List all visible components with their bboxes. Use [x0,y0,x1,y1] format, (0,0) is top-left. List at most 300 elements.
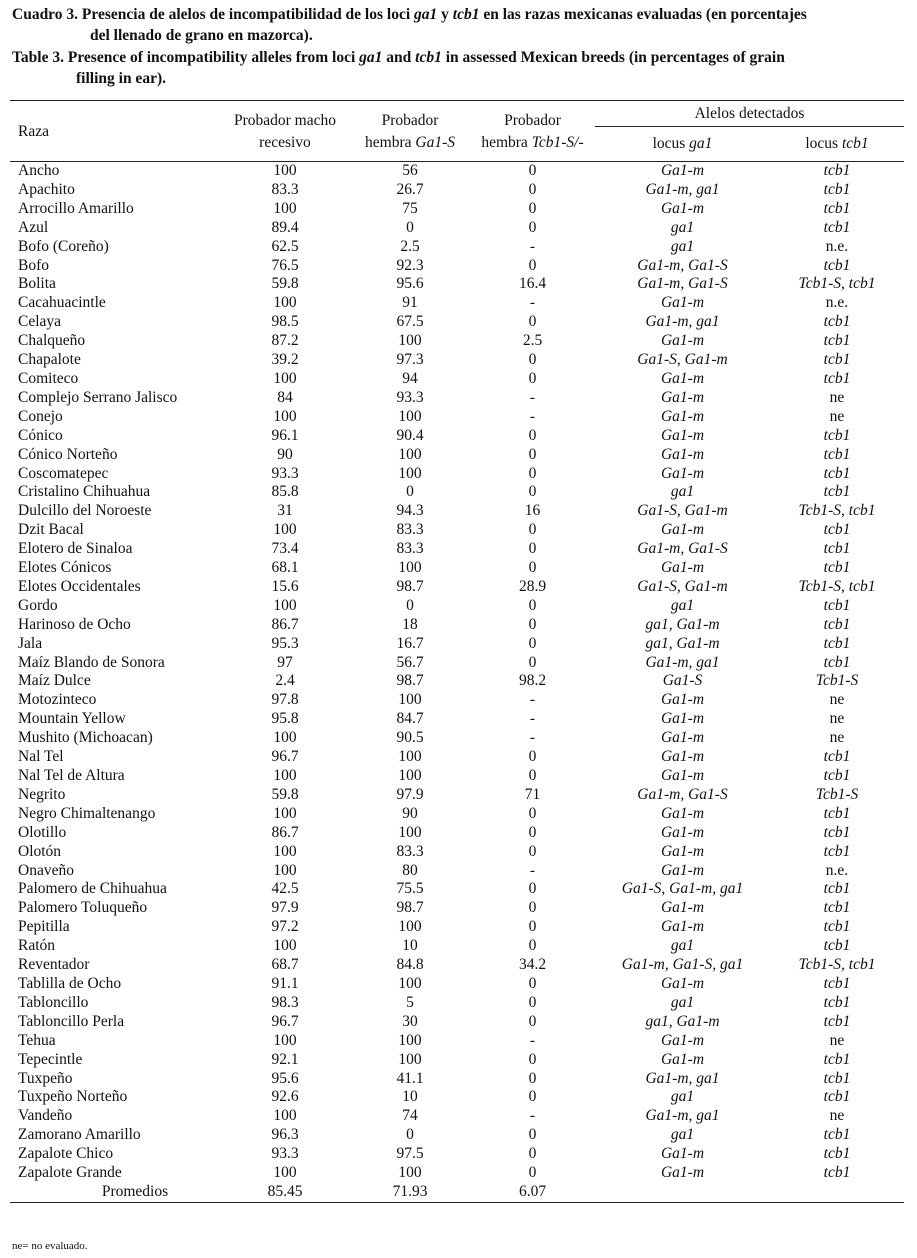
cell-hembra-tcb1: 0 [528,1050,537,1068]
cell-locus-tcb1: tcb1 [823,332,851,350]
cell-locus-ga1: Ga1-m [660,899,705,917]
cell-hembra-ga1: 90 [402,804,418,822]
cell-macho: 96.3 [271,1126,299,1144]
cell-hembra-tcb1: 0 [528,559,537,577]
cell-raza: Tablilla de Ocho [18,974,122,992]
table-row [10,956,904,975]
cell-locus-tcb1: tcb1 [823,559,851,577]
cell-locus-ga1: Ga1-m [660,426,705,444]
cell-locus-tcb1: tcb1 [823,540,851,558]
cell-hembra-ga1: 100 [398,974,422,992]
cell-locus-tcb1: Tcb1-S, tcb1 [798,275,876,293]
cell-hembra-ga1: 67.5 [396,313,424,331]
cell-locus-tcb1: tcb1 [823,426,851,444]
table-row [10,257,904,276]
cell-hembra-ga1: 100 [398,407,422,425]
cell-raza: Bolita [18,275,56,293]
cell-locus-tcb1: tcb1 [823,596,851,614]
cell-hembra-ga1: 95.6 [396,275,424,293]
table-row [10,351,904,370]
cell-raza: Jala [18,634,43,652]
cell-locus-ga1: Ga1-m [660,294,705,312]
table-row [10,654,904,673]
cell-hembra-ga1: 97.5 [396,1145,424,1163]
cell-locus-tcb1: Tcb1-S, tcb1 [798,502,876,520]
cell-hembra-tcb1: 0 [528,634,537,652]
header-raza: Raza [10,101,220,162]
cell-hembra-ga1: 10 [402,1088,418,1106]
cell-raza: Mountain Yellow [18,710,126,728]
cell-raza: Chapalote [18,351,81,369]
cell-hembra-ga1: 56.7 [396,653,424,671]
table-row [10,635,904,654]
cell-hembra-tcb1: 16.4 [518,275,547,293]
cell-raza: Tuxpeño [18,1069,73,1087]
cell-locus-tcb1: tcb1 [823,1145,851,1163]
table-row [10,1070,904,1089]
cell-locus-tcb1: tcb1 [823,464,851,482]
cell-macho: 93.3 [271,464,299,482]
cell-macho: 96.1 [271,426,299,444]
cell-hembra-ga1: 0 [406,596,414,614]
cell-locus-ga1: Ga1-m [660,823,705,841]
cell-locus-ga1: Ga1-m [660,332,705,350]
cell-locus-tcb1: tcb1 [823,1012,851,1030]
cell-hembra-tcb1: 34.2 [518,956,547,974]
table-row [10,219,904,238]
cell-raza: Complejo Serrano Jalisco [18,388,178,406]
cell-hembra-tcb1: 0 [528,937,537,955]
promedio-hembra-tcb1: 6.07 [470,1183,595,1202]
table-row [10,672,904,691]
empty-cell [770,1183,904,1202]
cell-macho: 39.2 [271,351,299,369]
cell-hembra-ga1: 84.7 [396,710,424,728]
cell-macho: 95.6 [271,1069,299,1087]
cell-macho: 89.4 [271,218,299,236]
cell-macho: 85.8 [271,483,299,501]
cell-locus-tcb1: tcb1 [823,256,851,274]
cell-raza: Nal Tel [18,748,64,766]
cell-locus-tcb1: tcb1 [823,748,851,766]
table-row [10,1013,904,1032]
cell-locus-ga1: Ga1-m, Ga1-S [637,256,728,274]
cell-hembra-tcb1: 0 [528,256,537,274]
cell-locus-tcb1: n.e. [825,861,849,879]
cell-raza: Conejo [18,407,63,425]
cell-raza: Cacahuacintle [18,294,106,312]
cell-locus-ga1: Ga1-S [662,672,703,690]
cell-locus-ga1: Ga1-m [660,1050,705,1068]
cell-locus-ga1: Ga1-m, Ga1-S, ga1 [621,956,744,974]
cell-raza: Tepecintle [18,1050,83,1068]
cell-macho: 100 [273,1164,297,1182]
cell-hembra-tcb1: 0 [528,199,537,217]
table-row [10,729,904,748]
table-row [10,1051,904,1070]
table-row [10,691,904,710]
cell-hembra-tcb1: 0 [528,1164,537,1182]
cell-hembra-tcb1: 2.5 [522,332,543,350]
cell-raza: Motozinteco [18,691,97,709]
cell-locus-tcb1: Tcb1-S [815,672,859,690]
cell-hembra-tcb1: 0 [528,540,537,558]
promedios-label: Promedios [10,1183,220,1202]
cell-locus-tcb1: Tcb1-S [815,785,859,803]
cell-locus-ga1: ga1 [670,218,695,236]
table-row [10,805,904,824]
cell-hembra-ga1: 98.7 [396,899,424,917]
cell-locus-tcb1: tcb1 [823,1050,851,1068]
table-row [10,899,904,918]
cell-raza: Nal Tel de Altura [18,767,125,784]
cell-locus-tcb1: tcb1 [823,483,851,501]
cell-locus-tcb1: Tcb1-S, tcb1 [798,577,876,595]
footnote: ne= no evaluado. [12,1240,88,1252]
cell-hembra-ga1: 2.5 [400,237,420,255]
cell-hembra-ga1: 100 [398,918,422,936]
header-probador-hembra-ga1: Probador hembra Ga1-S [350,101,470,162]
cell-raza: Reventador [18,956,90,974]
cell-macho: 100 [273,294,297,312]
cell-hembra-ga1: 100 [398,691,422,709]
cell-hembra-ga1: 5 [406,993,414,1011]
cell-locus-ga1: ga1 [670,596,695,614]
cell-raza: Zapalote Chico [18,1145,114,1163]
cell-raza: Arrocillo Amarillo [18,199,134,217]
cell-hembra-tcb1: - [529,237,536,255]
cell-raza: Harinoso de Ocho [18,615,131,633]
cell-locus-ga1: Ga1-S, Ga1-m [637,502,728,520]
cell-locus-tcb1: tcb1 [823,880,851,898]
cell-raza: Zamorano Amarillo [18,1126,141,1144]
cell-locus-tcb1: tcb1 [823,899,851,917]
table-row [10,975,904,994]
cell-macho: 83.3 [271,180,299,198]
cell-locus-ga1: Ga1-m [660,388,705,406]
cell-raza: Palomero Toluqueño [18,899,148,917]
cell-macho: 97.2 [271,918,299,936]
cell-hembra-tcb1: 0 [528,804,537,822]
cell-locus-ga1: Ga1-m, Ga1-S [637,540,728,558]
cell-macho: 68.7 [271,956,299,974]
cell-macho: 100 [273,596,297,614]
cell-locus-tcb1: tcb1 [823,199,851,217]
cell-locus-ga1: Ga1-m [660,445,705,463]
cell-macho: 31 [277,502,293,520]
cell-locus-ga1: Ga1-m [660,918,705,936]
cell-macho: 42.5 [271,880,299,898]
table-row [10,408,904,427]
cell-locus-ga1: Ga1-m [660,464,705,482]
table-row [10,578,904,597]
cell-hembra-tcb1: 0 [528,880,537,898]
cell-macho: 100 [273,842,297,860]
cell-macho: 68.1 [271,559,299,577]
cell-hembra-ga1: 100 [398,1050,422,1068]
cell-hembra-ga1: 97.3 [396,351,424,369]
cell-locus-ga1: ga1, Ga1-m [645,634,720,652]
cell-locus-ga1: Ga1-m [660,767,705,784]
cell-hembra-tcb1: 0 [528,1012,537,1030]
cell-hembra-tcb1: - [529,691,536,709]
cell-hembra-ga1: 26.7 [396,180,424,198]
cell-hembra-ga1: 56 [402,162,418,179]
cell-raza: Chalqueño [18,332,86,350]
cell-locus-ga1: Ga1-m [660,1031,705,1049]
table-row [10,1107,904,1126]
cell-macho: 2.4 [275,672,295,690]
cell-raza: Vandeño [18,1107,73,1125]
cell-raza: Bofo (Coreño) [18,237,109,255]
alleles-table [10,100,904,1203]
table-row [10,597,904,616]
cell-hembra-ga1: 97.9 [396,785,424,803]
cell-macho: 100 [273,162,297,179]
cell-hembra-tcb1: 0 [528,1069,537,1087]
cell-raza: Coscomatepec [18,464,109,482]
cell-locus-tcb1: tcb1 [823,993,851,1011]
cell-macho: 92.1 [271,1050,299,1068]
table-row [10,162,904,181]
cell-hembra-ga1: 100 [398,464,422,482]
cell-locus-ga1: Ga1-m [660,369,705,387]
cell-raza: Maíz Dulce [18,672,91,690]
cell-locus-ga1: Ga1-m, ga1 [645,180,720,198]
cell-raza: Gordo [18,596,58,614]
cell-hembra-ga1: 100 [398,332,422,350]
cell-raza: Apachito [18,180,75,198]
cell-hembra-tcb1: 0 [528,596,537,614]
empty-cell [595,1183,770,1202]
table-row [10,389,904,408]
cell-locus-ga1: Ga1-m [660,1145,705,1163]
table-row [10,862,904,881]
cell-locus-ga1: Ga1-m [660,559,705,577]
cell-macho: 59.8 [271,785,299,803]
cell-macho: 62.5 [271,237,299,255]
cell-hembra-tcb1: 0 [528,993,537,1011]
cell-locus-ga1: Ga1-S, Ga1-m [637,577,728,595]
table-row [10,616,904,635]
cell-hembra-tcb1: - [529,407,536,425]
cell-locus-ga1: ga1 [670,937,695,955]
cell-locus-tcb1: tcb1 [823,1164,851,1182]
cell-macho: 15.6 [271,577,299,595]
cell-raza: Tabloncillo Perla [18,1012,125,1030]
cell-macho: 97.9 [271,899,299,917]
cell-hembra-ga1: 74 [402,1107,418,1125]
cell-locus-tcb1: tcb1 [823,823,851,841]
cell-raza: Dulcillo del Noroeste [18,502,152,520]
cell-macho: 100 [273,937,297,955]
table-row [10,710,904,729]
cell-locus-ga1: ga1, Ga1-m [645,1012,720,1030]
cell-hembra-tcb1: 0 [528,899,537,917]
cell-macho: 59.8 [271,275,299,293]
cell-hembra-tcb1: 28.9 [518,577,547,595]
cell-hembra-tcb1: 0 [528,1145,537,1163]
cell-locus-tcb1: tcb1 [823,767,851,784]
cell-macho: 95.8 [271,710,299,728]
cell-locus-tcb1: tcb1 [823,1126,851,1144]
cell-locus-tcb1: Tcb1-S, tcb1 [798,956,876,974]
cell-macho: 84 [277,388,293,406]
header-probador-macho: Probador macho recesivo [220,101,350,162]
cell-hembra-tcb1: 71 [524,785,541,803]
header-alelos-detectados: Alelos detectados [595,101,904,127]
table-row [10,918,904,937]
table-row [10,994,904,1013]
cell-locus-ga1: Ga1-S, Ga1-m, ga1 [621,880,744,898]
table-body [10,162,904,1203]
caption-spanish: Cuadro 3. Presencia de alelos de incompatibilidad de los loci ga1 y tcb1 en las razas mexicanas evaluadas (en porcentajes del llenado de grano en mazorca). [12,6,807,44]
cell-hembra-tcb1: - [529,729,536,747]
cell-locus-tcb1: ne [829,710,845,728]
cell-locus-ga1: Ga1-m [660,1164,705,1182]
cell-raza: Negro Chimaltenango [18,804,156,822]
cell-locus-ga1: Ga1-m [660,710,705,728]
header-locus-ga1: locus ga1 [652,135,713,152]
cell-hembra-ga1: 98.7 [396,672,424,690]
cell-hembra-tcb1: 0 [528,218,537,236]
cell-hembra-ga1: 80 [402,861,418,879]
cell-hembra-tcb1: 0 [528,974,537,992]
cell-raza: Tabloncillo [18,993,89,1011]
cell-hembra-ga1: 83.3 [396,540,424,558]
cell-hembra-tcb1: 0 [528,313,537,331]
cell-locus-tcb1: tcb1 [823,1088,851,1106]
cell-hembra-tcb1: 0 [528,426,537,444]
cell-locus-tcb1: tcb1 [823,842,851,860]
table-row [10,294,904,313]
cell-macho: 91.1 [271,974,299,992]
table-row [10,540,904,559]
cell-hembra-tcb1: 0 [528,162,537,179]
cell-raza: Olotillo [18,823,67,841]
header-probador-hembra-tcb1: Probador hembra Tcb1-S/- [470,101,595,162]
cell-locus-tcb1: tcb1 [823,180,851,198]
cell-locus-tcb1: tcb1 [823,1069,851,1087]
cell-macho: 100 [273,199,297,217]
cell-locus-tcb1: tcb1 [823,351,851,369]
cell-locus-tcb1: tcb1 [823,974,851,992]
cell-hembra-ga1: 0 [406,483,414,501]
cell-locus-tcb1: ne [829,729,845,747]
cell-hembra-ga1: 93.3 [396,388,424,406]
caption-english: Table 3. Presence of incompatibility alleles from loci ga1 and tcb1 in assessed Mexican breeds (in percentages of grain filling in ear). [12,49,785,87]
cell-macho: 100 [273,521,297,539]
cell-raza: Mushito (Michoacan) [18,729,153,747]
cell-macho: 90 [277,445,293,463]
cell-locus-ga1: ga1 [670,1126,695,1144]
promedios-row [10,1183,904,1202]
cell-locus-tcb1: tcb1 [823,521,851,539]
table-row [10,1145,904,1164]
cell-macho: 98.5 [271,313,299,331]
table-row [10,1032,904,1051]
cell-locus-tcb1: ne [829,691,845,709]
cell-raza: Maíz Blando de Sonora [18,653,165,671]
cell-locus-ga1: Ga1-m, ga1 [645,1107,720,1125]
table-row [10,370,904,389]
cell-locus-tcb1: tcb1 [823,653,851,671]
cell-locus-ga1: Ga1-m [660,729,705,747]
cell-locus-ga1: ga1 [670,993,695,1011]
cell-locus-tcb1: ne [829,407,845,425]
cell-hembra-tcb1: 0 [528,464,537,482]
cell-locus-tcb1: ne [829,1107,845,1125]
cell-raza: Cónico Norteño [18,445,118,463]
cell-macho: 98.3 [271,993,299,1011]
cell-locus-tcb1: tcb1 [823,445,851,463]
promedio-macho: 85.45 [220,1183,350,1202]
table-row [10,465,904,484]
cell-raza: Onaveño [18,861,74,879]
cell-hembra-tcb1: 0 [528,842,537,860]
cell-macho: 100 [273,1031,297,1049]
cell-hembra-tcb1: - [529,388,536,406]
cell-hembra-tcb1: - [529,1031,536,1049]
cell-hembra-ga1: 0 [406,218,414,236]
table-row [10,446,904,465]
cell-hembra-tcb1: 16 [524,502,541,520]
cell-macho: 86.7 [271,823,299,841]
table-row [10,1126,904,1145]
cell-locus-tcb1: ne [829,1031,845,1049]
cell-locus-ga1: ga1 [670,483,695,501]
table-row [10,843,904,862]
cell-hembra-ga1: 98.7 [396,577,424,595]
cell-hembra-tcb1: 0 [528,1126,537,1144]
cell-raza: Pepitilla [18,918,70,936]
cell-raza: Ratón [18,937,56,955]
cell-locus-ga1: Ga1-m, ga1 [645,1069,720,1087]
cell-raza: Celaya [18,313,62,331]
table-row [10,786,904,805]
cell-hembra-tcb1: 0 [528,180,537,198]
table-row [10,483,904,502]
cell-locus-tcb1: tcb1 [823,918,851,936]
cell-raza: Ancho [18,162,60,179]
cell-macho: 95.3 [271,634,299,652]
table-row [10,1164,904,1183]
cell-hembra-ga1: 16.7 [396,634,424,652]
cell-macho: 92.6 [271,1088,299,1106]
cell-hembra-tcb1: 0 [528,823,537,841]
cell-locus-ga1: ga1 [670,237,695,255]
cell-locus-ga1: Ga1-m [660,861,705,879]
cell-raza: Tuxpeño Norteño [18,1088,128,1106]
cell-locus-tcb1: n.e. [825,237,849,255]
cell-locus-ga1: Ga1-m [660,842,705,860]
table-row [10,313,904,332]
cell-locus-ga1: Ga1-S, Ga1-m [637,351,728,369]
table-row [10,1088,904,1107]
cell-macho: 73.4 [271,540,299,558]
cell-macho: 76.5 [271,256,299,274]
cell-macho: 93.3 [271,1145,299,1163]
cell-macho: 100 [273,861,297,879]
cell-locus-ga1: Ga1-m, ga1 [645,313,720,331]
cell-locus-tcb1: tcb1 [823,615,851,633]
cell-macho: 100 [273,369,297,387]
cell-hembra-ga1: 100 [398,1164,422,1182]
cell-hembra-ga1: 18 [402,615,418,633]
cell-hembra-tcb1: - [529,861,536,879]
table-row [10,181,904,200]
cell-raza: Cristalino Chihuahua [18,483,151,501]
